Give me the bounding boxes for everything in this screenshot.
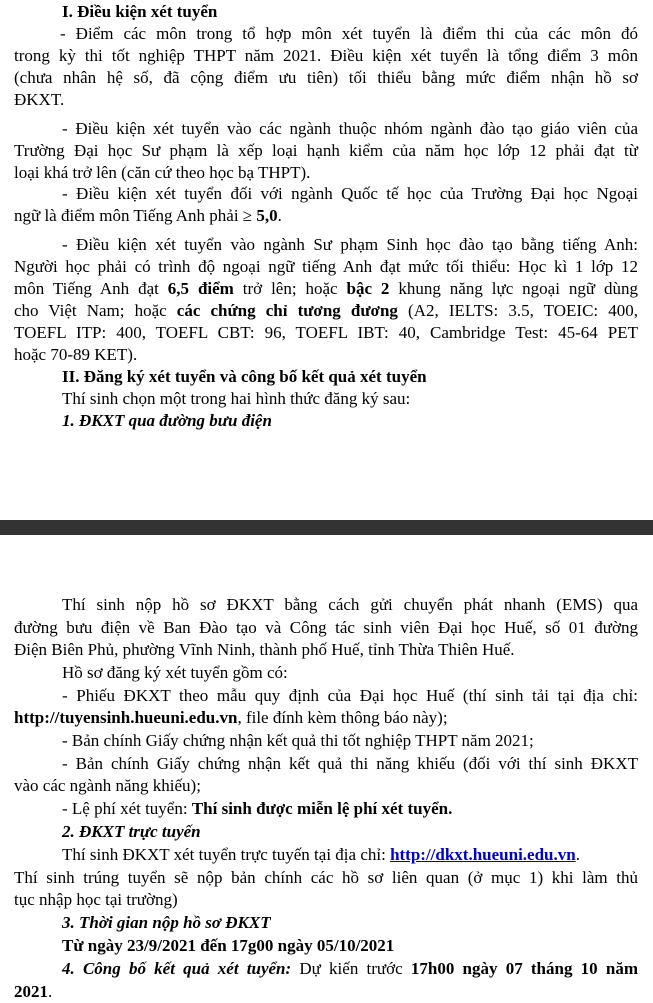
score-value: 6,5 điểm	[167, 279, 234, 298]
level-value: bậc 2	[346, 279, 390, 298]
score-value: 5,0	[256, 206, 278, 225]
text-run: Thí sinh ĐKXT xét tuyển trực tuyến tại địa chỉ:	[62, 845, 391, 864]
text-run: .	[48, 982, 53, 1001]
text-run: môn Tiếng Anh đạt	[14, 279, 168, 298]
subheading-postal: 1. ĐKXT qua đường bưu điện	[62, 411, 272, 430]
subheading-online: 2. ĐKXT trực tuyến	[62, 822, 201, 841]
paragraph-line	[14, 278, 638, 300]
paragraph-line: - Bản chính Giấy chứng nhận kết quả thi tốt nghiệp THPT năm 2021;	[62, 731, 534, 750]
paragraph-line: trong kỳ thi tốt nghiệp THPT năm 2021. Điều kiện xét tuyển là tổng điểm 3 môn	[14, 46, 638, 65]
paragraph-line	[62, 798, 653, 820]
subheading-deadline: 3. Thời gian nộp hồ sơ ĐKXT	[62, 913, 271, 932]
paragraph-line: Thí sinh trúng tuyển sẽ nộp bản chính các hồ sơ liên quan (ở mục 1) khi làm thủ	[14, 868, 638, 887]
text-run: - Lệ phí xét tuyển:	[62, 799, 192, 818]
paragraph-line: TOEFL ITP: 400, TOEFL CBT: 96, TOEFL IBT: 40, Cambridge Test: 45-64 PET	[14, 323, 638, 342]
result-date: 17h00 ngày 07 tháng 10 năm	[410, 959, 638, 978]
text-run: .	[575, 845, 580, 864]
paragraph-line	[62, 844, 653, 866]
text-run: , file đính kèm thông báo này);	[237, 708, 448, 727]
tuyensinh-link[interactable]: http://tuyensinh.hueuni.edu.vn	[14, 708, 238, 727]
paragraph-line: Hồ sơ đăng ký xét tuyển gồm có:	[62, 663, 288, 682]
paragraph-line: - Điều kiện xét tuyển vào ngành Sư phạm Sinh học đào tạo bằng tiếng Anh:	[62, 235, 638, 254]
text-run: .	[277, 206, 282, 225]
dkxt-link[interactable]: http://dkxt.hueuni.edu.vn	[390, 845, 576, 864]
paragraph-line: ĐKXT.	[14, 90, 65, 109]
paragraph-line: Thí sinh nộp hồ sơ ĐKXT bằng cách gửi chuyển phát nhanh (EMS) qua	[62, 595, 638, 614]
paragraph-line	[14, 300, 638, 322]
document-page-2	[0, 535, 653, 1001]
paragraph-line: Thí sinh chọn một trong hai hình thức đăng ký sau:	[62, 389, 411, 408]
paragraph-line: tục nhập học tại trường)	[14, 890, 178, 909]
paragraph-line	[14, 205, 653, 227]
fee-exemption: Thí sinh được miễn lệ phí xét tuyển.	[191, 799, 453, 818]
paragraph-line: - Phiếu ĐKXT theo mẫu quy định của Đại học Huế (thí sinh tải tại địa chỉ:	[62, 686, 638, 705]
deadline-dates: Từ ngày 23/9/2021 đến 17g00 ngày 05/10/2021	[62, 936, 395, 955]
paragraph-line: Điện Biên Phủ, phường Vĩnh Ninh, thành phố Huế, tỉnh Thừa Thiên Huế.	[14, 640, 515, 659]
paragraph-line	[62, 958, 638, 980]
paragraph-line: Người học phải có trình độ ngoại ngữ tiếng Anh đạt mức tối thiểu: Học kì 1 lớp 12	[14, 257, 638, 276]
heading-registration: II. Đăng ký xét tuyển và công bố kết quả xét tuyển	[62, 367, 427, 386]
heading-admission-conditions: I. Điều kiện xét tuyển	[62, 2, 218, 21]
result-year: 2021	[14, 982, 48, 1001]
paragraph-line: (chưa nhân hệ số, đã cộng điểm ưu tiên) tối thiểu bằng mức điểm nhận hồ sơ	[14, 68, 638, 87]
text-run: ngữ là điểm môn Tiếng Anh phải ≥	[14, 206, 257, 225]
paragraph-line: - Bản chính Giấy chứng nhận kết quả thi năng khiếu (đối với thí sinh ĐKXT	[62, 754, 638, 773]
paragraph-line: loại khá trở lên (căn cứ theo học bạ THPT).	[14, 163, 311, 182]
paragraph-line: hoặc 70-89 KET).	[14, 345, 138, 364]
paragraph-line: Trường Đại học Sư phạm là xếp loại hạnh kiểm của năm học lớp 12 phải đạt từ	[14, 141, 638, 160]
page-separator	[0, 520, 653, 535]
text-run: Dự kiến trước	[291, 959, 411, 978]
paragraph-line	[14, 707, 653, 729]
text-run: cho Việt Nam; hoặc	[14, 301, 177, 320]
certificate-label: các chứng chỉ tương đương	[176, 301, 398, 320]
subheading-results: 4. Công bố kết quả xét tuyển:	[62, 959, 292, 978]
paragraph-line: - Điểm các môn trong tổ hợp môn xét tuyển là điểm thi của các môn đó	[60, 24, 638, 43]
paragraph-line: - Điều kiện xét tuyển đối với ngành Quốc tế học của Trường Đại học Ngoại	[62, 184, 638, 203]
paragraph-line: đường bưu điện về Ban Đào tạo và Công tác sinh viên Đại học Huế, số 01 đường	[14, 618, 638, 637]
paragraph-line: - Điều kiện xét tuyển vào các ngành thuộc nhóm ngành đào tạo giáo viên của	[62, 119, 638, 138]
paragraph-line	[14, 981, 653, 1003]
paragraph-line: vào các ngành năng khiếu);	[14, 776, 201, 795]
text-run: khung năng lực ngoại ngữ dùng	[389, 279, 638, 298]
text-run: (A2, IELTS: 3.5, TOEIC: 400,	[397, 301, 638, 320]
text-run: trở lên; hoặc	[233, 279, 347, 298]
